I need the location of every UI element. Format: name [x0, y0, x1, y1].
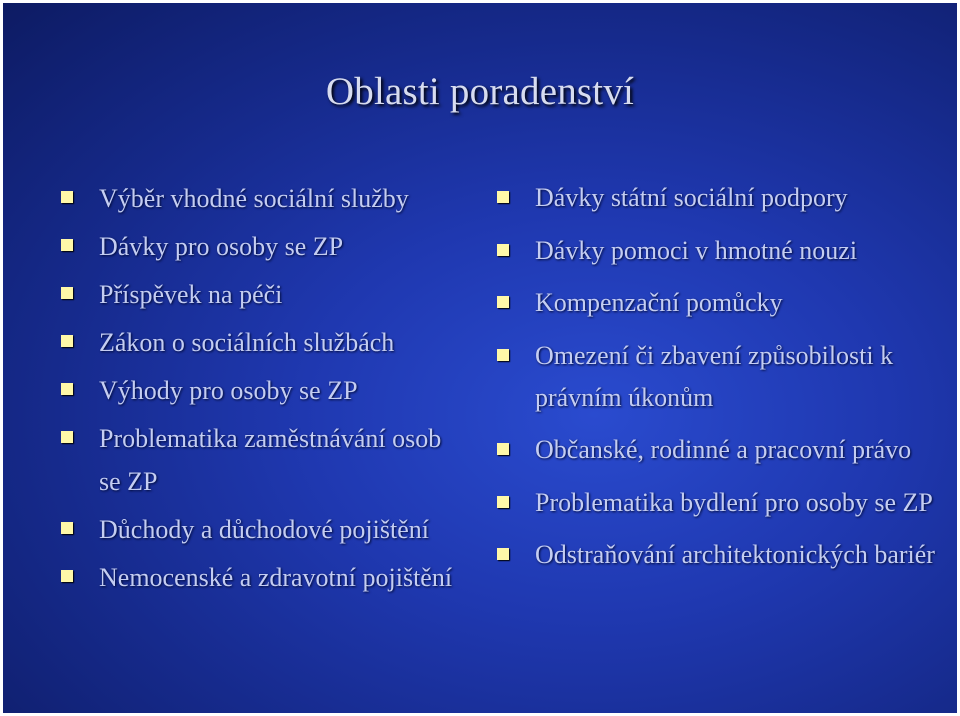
- list-item: [497, 534, 947, 576]
- square-bullet-icon: [497, 296, 509, 308]
- square-bullet-icon: [497, 349, 509, 361]
- right-bullet-list: [497, 177, 947, 587]
- list-item: [61, 417, 461, 503]
- square-bullet-icon: [61, 383, 73, 395]
- list-item: [61, 177, 461, 220]
- list-item: [497, 335, 947, 419]
- list-item: [61, 508, 461, 551]
- list-item-text: Výběr vhodné sociální služby: [99, 184, 409, 213]
- list-item-text: Nemocenské a zdravotní pojištění: [99, 563, 453, 592]
- square-bullet-icon: [61, 335, 73, 347]
- list-item: [497, 482, 947, 524]
- list-item: [61, 321, 461, 364]
- left-bullet-list: [61, 177, 461, 604]
- square-bullet-icon: [497, 496, 509, 508]
- square-bullet-icon: [497, 548, 509, 560]
- list-item: [497, 429, 947, 471]
- square-bullet-icon: [61, 431, 73, 443]
- square-bullet-icon: [61, 287, 73, 299]
- list-item-text: Problematika bydlení pro osoby se ZP: [535, 487, 933, 517]
- list-item-text: Kompenzační pomůcky: [535, 288, 783, 317]
- list-item-text: Problematika zaměstnávání osob se ZP: [99, 424, 442, 496]
- slide-title: Oblasti poradenství: [325, 70, 635, 113]
- square-bullet-icon: [61, 570, 73, 582]
- list-item: [61, 556, 461, 599]
- square-bullet-icon: [497, 244, 509, 256]
- list-item-text: Dávky pro osoby se ZP: [99, 232, 344, 261]
- square-bullet-icon: [61, 239, 73, 251]
- list-item-text: Občanské, rodinné a pracovní právo: [535, 435, 912, 464]
- square-bullet-icon: [497, 443, 509, 455]
- list-item-text: Výhody pro osoby se ZP: [99, 376, 358, 405]
- list-item: [497, 282, 947, 324]
- square-bullet-icon: [497, 191, 509, 203]
- list-item-text: Důchody a důchodové pojištění: [99, 515, 429, 544]
- list-item: [497, 177, 947, 219]
- list-item-text: Dávky státní sociální podpory: [535, 183, 848, 212]
- list-item-text: Dávky pomoci v hmotné nouzi: [535, 235, 858, 265]
- square-bullet-icon: [61, 522, 73, 534]
- list-item: [61, 369, 461, 412]
- list-item: [497, 230, 947, 272]
- list-item-text: Příspěvek na péči: [99, 280, 283, 309]
- list-item: [61, 225, 461, 268]
- list-item-text: Zákon o sociálních službách: [99, 328, 395, 357]
- list-item-text: Odstraňování architektonických bariér: [535, 540, 935, 569]
- square-bullet-icon: [61, 191, 73, 203]
- list-item-text: Omezení či zbavení způsobilosti k právním úkonům: [535, 340, 894, 412]
- list-item: [61, 273, 461, 316]
- slide: [3, 3, 957, 713]
